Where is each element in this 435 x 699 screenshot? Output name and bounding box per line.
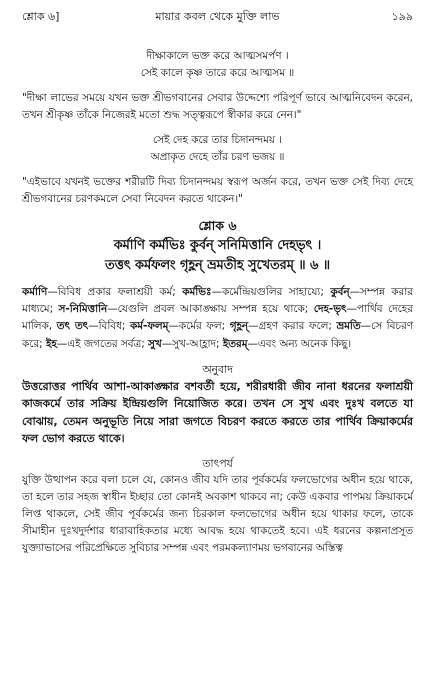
term-meaning: —এবং অন্য অনেক কিছু।	[247, 337, 352, 350]
term-meaning: —এই জগতের সর্বত্র;	[56, 337, 149, 350]
quoted-verse-line: সেই কালে কৃষ্ণ তারে করে আত্মসম ॥	[140, 67, 295, 79]
word-for-word-meanings	[22, 284, 413, 353]
sanskrit-term: ইতরম্	[222, 337, 248, 350]
sanskrit-term: স-নিমিত্তানি	[58, 303, 108, 316]
sanskrit-term: গৃহ্ণন্	[229, 320, 249, 333]
term-meaning: —কর্মেন্দ্রিয়গুলির সাহায্যে;	[211, 286, 331, 298]
purport-heading: তাৎপর্য	[202, 457, 233, 471]
quoted-verse-line: সেই দেহ করে তার চিদানন্দময় ।	[152, 134, 282, 146]
page-number: ১৯৯	[391, 10, 413, 23]
sloka-line: কর্মাণি কর্মভিঃ কুর্বন্ সনিমিত্তানি দেহভৃৎ ।	[113, 238, 322, 253]
term-meaning: —গ্রহণ করার ফলে;	[248, 320, 337, 333]
sanskrit-term: তৎ তৎ	[56, 320, 89, 333]
sanskrit-term: ইহ	[45, 337, 57, 350]
sanskrit-term: দেহ-ভৃৎ	[313, 303, 347, 316]
sanskrit-term: কর্মভিঃ	[182, 286, 212, 298]
quoted-verse-line: দীক্ষাকালে ভক্ত করে আত্মসমর্পণ ।	[146, 50, 289, 62]
verse-explanation: "দীক্ষা লাভের সময়ে যখন ভক্ত শ্রীভগবানের সেবার উদ্দেশ্যে পরিপূর্ণ ভাবে আত্মনিবেদন করেন, তখন শ্রীকৃষ্ণ তাঁকে নিজেরই মতো শুদ্ধ সত্ত্বরূপে স্বীকার করে নেন।"	[22, 92, 413, 121]
verse-explanation: "এইভাবে যখনই ভক্তের শরীরটি দিব্য চিদানন্দময় স্বরূপ অর্জন করে, তখন ভক্ত সেই দিব্য দেহে শ্রীভগবানের চরণকমলে সেবা নিবেদন করতে থাকেন।"	[22, 176, 413, 205]
translation-heading: অনুবাদ	[202, 362, 233, 376]
term-meaning: —কর্মের ফল;	[168, 320, 230, 333]
term-meaning: —বিবিধ;	[88, 320, 130, 333]
term-meaning: —সম্পন্ন করার মাধ্যমে;	[22, 286, 413, 316]
sloka-heading: শ্লোক ৬	[198, 218, 237, 233]
term-meaning: —সে বিচরণ করে;	[22, 320, 414, 350]
quoted-verse-line: অপ্রাকৃত দেহে তাঁর চরণ ভজয় ॥	[150, 151, 285, 163]
term-meaning: —সুখ-আহ্লাদ;	[161, 337, 223, 350]
sanskrit-term: কুর্বন্	[330, 286, 350, 298]
sanskrit-term: কর্ম-ফলম্	[129, 320, 169, 333]
term-meaning: —বিবিধ প্রকার ফলাশ্রয়ী কর্ম;	[47, 286, 183, 298]
term-meaning: —পার্থিব দেহের মালিক,	[22, 303, 413, 333]
header-chapter-title: মায়ার কবল থেকে মুক্তি লাভ	[155, 10, 280, 23]
page-body	[22, 48, 413, 557]
sanskrit-term: সুখ	[148, 337, 162, 350]
header-verse-ref: শ্লোক ৬]	[22, 10, 60, 23]
term-meaning: —যেগুলি প্রবল আকাঙ্ক্ষায় সম্পন্ন হয়ে থাকে;	[107, 303, 314, 316]
sloka-line: তত্তৎ কর্মফলং গৃহ্ণন্ ভ্রমতীহ সুখেতরম্ ॥ ৬ ॥	[105, 258, 330, 273]
running-header	[22, 8, 413, 26]
translation-text: উত্তরোত্তর পার্থিব আশা-আকাঙ্ক্ষার বশবর্তী হয়ে, শরীরধারী জীব নানা ধরনের ফলাশ্রয়ী কাজকর্মে তার সক্রিয় ইন্দ্রিয়গুলি নিয়োজিত করে। তখন সে সুখ এবং দুঃখ বলতে যা বোঝায়, তেমন অনুভূতি নিয়ে সারা জগতে বিচরণ করতে করতে তার পার্থিব ক্রিয়াকর্মের ফল ভোগ করতে থাকে।	[22, 379, 413, 446]
sanskrit-term: কর্মাণি	[22, 286, 48, 298]
sanskrit-term: ভ্রমতি	[336, 320, 361, 333]
purport-text: যুক্তি উত্থাপন করে বলা চলে যে, কোনও জীব যদি তার পূর্বকর্মের ফলভোগের অধীন হয়ে থাকে, তা হলে তার সহজ স্বাধীন ইচ্ছার তো কোনই অবকাশ থাকবে না; কেউ একবার পাপময় ক্রিয়াকর্মে লিপ্ত থাকলে, সেই জীব পূর্বকর্মের জন্য চিরকাল ফলভোগের অধীন হয়ে থাকার ফলে, তাকে সীমাহীন দুঃখদুর্দশার ধারাবাহিকতার মধ্যে আবদ্ধ হয়ে থাকতেই হবে। এই ধরনের কল্পনাপ্রসূত যুক্ত্যাভাসের পরিপ্রেক্ষিতে সুবিচার সম্পন্ন এবং পরমকল্যাণময় ভগবানের অস্তিত্ব	[22, 474, 413, 555]
